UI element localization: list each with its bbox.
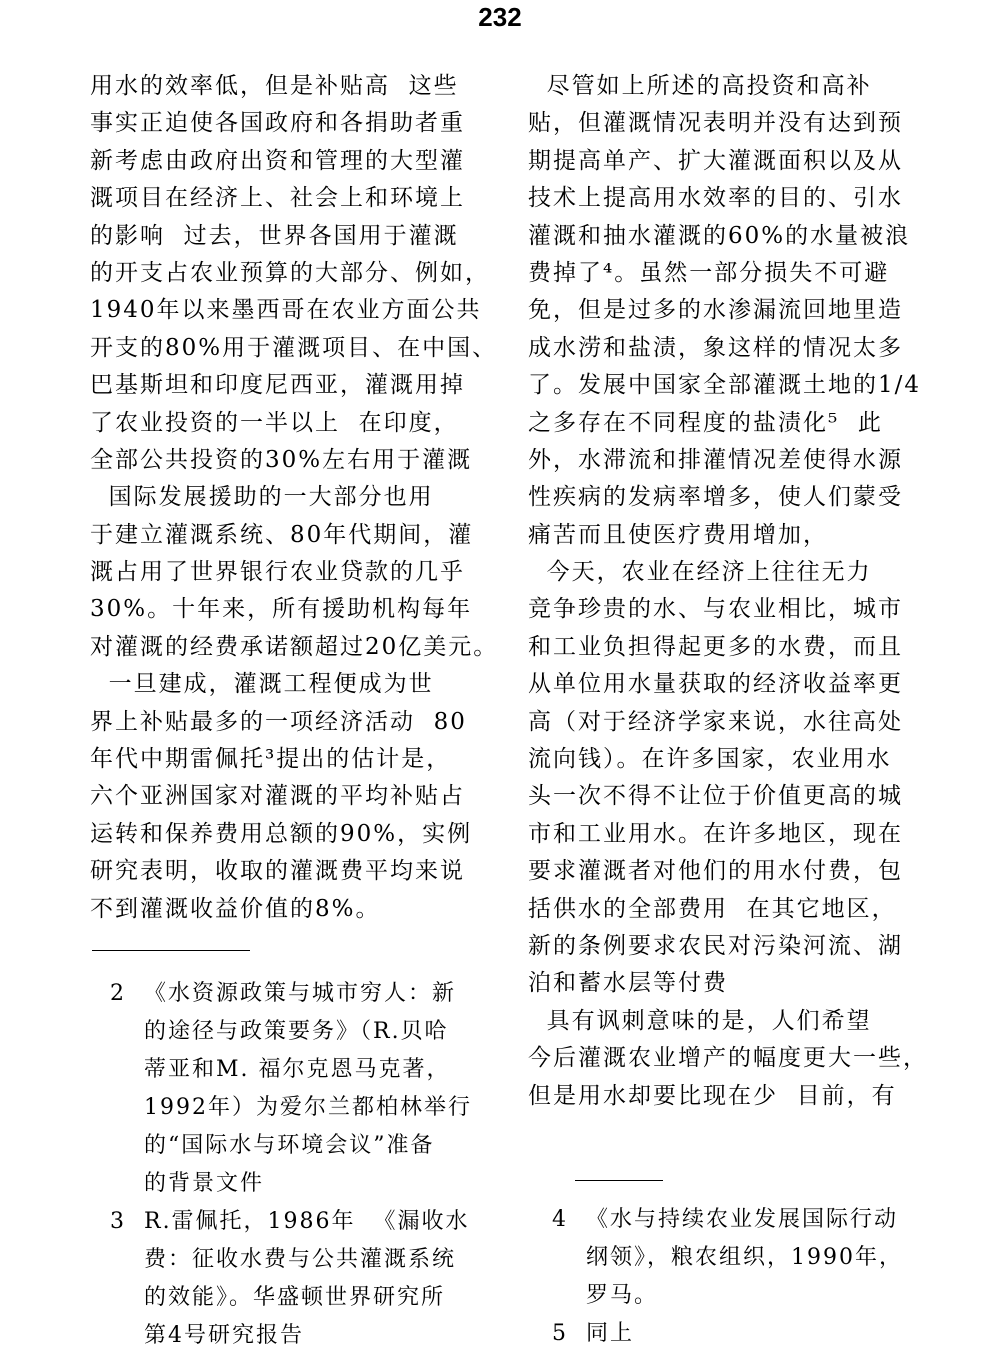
text-line: 和工业负担得起更多的水费，而且: [528, 633, 903, 660]
footnote-text: 费：征收水费与公共灌溉系统: [144, 1247, 457, 1272]
text-line: 一旦建成，灌溉工程便成为世: [90, 671, 434, 698]
footnote-text: 同上: [586, 1321, 635, 1346]
left-column: [90, 68, 499, 928]
text-line: 开支的80%用于灌溉项目、在中国、: [90, 334, 498, 361]
text-line: 流向钱）。在许多国家，农业用水: [528, 746, 892, 773]
footnote-text: 的途径与政策要务》（R.贝哈: [144, 1019, 449, 1044]
footnote-text: 纲领》，粮农组织，1990年，: [586, 1245, 903, 1270]
footnote-line: [552, 1239, 932, 1277]
footnote: [110, 1203, 490, 1355]
text-line: 新考虑由政府出资和管理的大型灌: [90, 147, 465, 174]
footnote-number: 3: [110, 1209, 126, 1234]
text-line: 国际发展援助的一大部分也用: [90, 484, 434, 511]
text-line: 技术上提高用水效率的目的、引水: [528, 185, 903, 212]
footnote-text: 1992年）为爱尔兰都柏林举行: [144, 1095, 472, 1120]
footnote-number: 5: [552, 1321, 568, 1346]
footnote-divider-left: [92, 950, 250, 951]
text-line: 30%。十年来，所有援助机构每年: [90, 596, 473, 623]
footnote-text: 的背景文件: [144, 1171, 265, 1196]
footnote-line: [110, 1203, 490, 1241]
footnote-text: 的效能》。华盛顿世界研究所: [144, 1285, 446, 1310]
text-line: 了农业投资的一半以上 在印度，: [90, 409, 459, 436]
footnote: [552, 1201, 932, 1315]
text-line: 年代中期雷佩托³提出的估计是，: [90, 746, 452, 773]
text-line: 用水的效率低，但是补贴高 这些: [90, 73, 459, 99]
text-line: 头一次不得不让位于价值更高的城: [528, 783, 903, 810]
footnotes-right: [552, 1201, 932, 1353]
footnote-line: [110, 1127, 490, 1165]
right-column: [528, 68, 928, 1115]
text-line: 费掉了⁴。虽然一部分损失不可避: [528, 259, 890, 286]
text-line: 贴，但灌溉情况表明并没有达到预: [528, 110, 903, 137]
text-line: 溉项目在经济上、社会上和环境上: [90, 185, 465, 212]
text-line: 性疾病的发病率增多，使人们蒙受: [528, 484, 903, 511]
text-line: 的影响 过去，世界各国用于灌溉: [90, 222, 459, 249]
text-line: 1940年以来墨西哥在农业方面公共: [90, 297, 482, 324]
footnote-text: 《水资源政策与城市穷人：新: [144, 981, 457, 1006]
text-line: 不到灌溉收益价值的8%。: [90, 895, 381, 922]
footnote: [110, 975, 490, 1203]
footnote-divider-right: [575, 1180, 663, 1181]
text-line: 对灌溉的经费承诺额超过20亿美元。: [90, 633, 499, 660]
text-line: 竞争珍贵的水、与农业相比，城市: [528, 596, 903, 623]
text-line: 期提高单产、扩大灌溉面积以及从: [528, 147, 903, 174]
text-line: 运转和保养费用总额的90%，实例: [90, 820, 473, 847]
text-line: 免，但是过多的水渗漏流回地里造: [528, 297, 903, 324]
text-line: 界上补贴最多的一项经济活动 80: [90, 708, 467, 735]
footnotes-left: [110, 975, 490, 1355]
text-line: 成水涝和盐渍，象这样的情况太多: [528, 334, 903, 361]
text-line: 今天，农业在经济上往往无力: [528, 559, 872, 586]
footnote-line: [552, 1315, 932, 1353]
text-line: 痛苦而且使医疗费用增加，: [528, 521, 828, 548]
text-line: 巴基斯坦和印度尼西亚，灌溉用掉: [90, 372, 465, 399]
text-line: 了。发展中国家全部灌溉土地的1/4: [528, 372, 922, 399]
footnote-number: 2: [110, 981, 126, 1006]
footnote: [552, 1315, 932, 1353]
text-line: 六个亚洲国家对灌溉的平均补贴占: [90, 783, 465, 810]
footnote-text: 的“国际水与环境会议”准备: [144, 1133, 435, 1158]
footnote-text: 第4号研究报告: [144, 1323, 304, 1348]
footnote-line: [552, 1277, 932, 1315]
footnote-line: [110, 1279, 490, 1317]
text-line: 市和工业用水。在许多地区，现在: [528, 820, 903, 847]
footnote-line: [110, 1165, 490, 1203]
text-line: 新的条例要求农民对污染河流、湖: [528, 932, 903, 959]
text-line: 外，水滞流和排灌情况差使得水源: [528, 446, 903, 473]
footnote-line: [110, 1051, 490, 1089]
footnote-line: [110, 1317, 490, 1355]
text-line: 具有讽刺意味的是，人们希望: [528, 1007, 872, 1034]
text-line: 要求灌溉者对他们的用水付费，包: [528, 858, 903, 885]
text-line: 的开支占农业预算的大部分、例如，: [90, 259, 490, 286]
text-line: 但是用水却要比现在少 目前，有: [528, 1082, 897, 1109]
text-line: 溉占用了世界银行农业贷款的几乎: [90, 559, 465, 586]
text-line: 灌溉和抽水灌溉的60%的水量被浪: [528, 222, 911, 249]
footnote-line: [110, 1241, 490, 1279]
footnote-number: 4: [552, 1207, 568, 1232]
text-line: 全部公共投资的30%左右用于灌溉: [90, 446, 473, 473]
footnote-line: [110, 1089, 490, 1127]
page-number: 232: [478, 2, 522, 32]
text-line: 从单位用水量获取的经济收益率更: [528, 671, 903, 698]
text-line: 之多存在不同程度的盐渍化⁵ 此: [528, 409, 883, 436]
text-line: 泊和蓄水层等付费: [528, 970, 728, 997]
footnote-line: [110, 975, 490, 1013]
text-line: 研究表明，收取的灌溉费平均来说: [90, 858, 465, 885]
footnote-line: [110, 1013, 490, 1051]
text-line: 尽管如上所述的高投资和高补: [528, 73, 872, 99]
text-line: 事实正迫使各国政府和各捐助者重: [90, 110, 465, 137]
footnote-text: R.雷佩托，1986年 《漏收水: [144, 1209, 470, 1234]
footnote-text: 罗马。: [586, 1283, 659, 1308]
text-line: 今后灌溉农业增产的幅度更大一些，: [528, 1045, 928, 1072]
text-line: 于建立灌溉系统、80年代期间，灌: [90, 521, 474, 548]
footnote-text: 《水与持续农业发展国际行动: [586, 1207, 899, 1232]
footnote-text: 蒂亚和M. 福尔克恩马克著，: [144, 1057, 451, 1082]
text-line: 括供水的全部费用 在其它地区，: [528, 895, 897, 922]
text-line: 高（对于经济学家来说，水往高处: [528, 708, 903, 735]
footnote-line: [552, 1201, 932, 1239]
